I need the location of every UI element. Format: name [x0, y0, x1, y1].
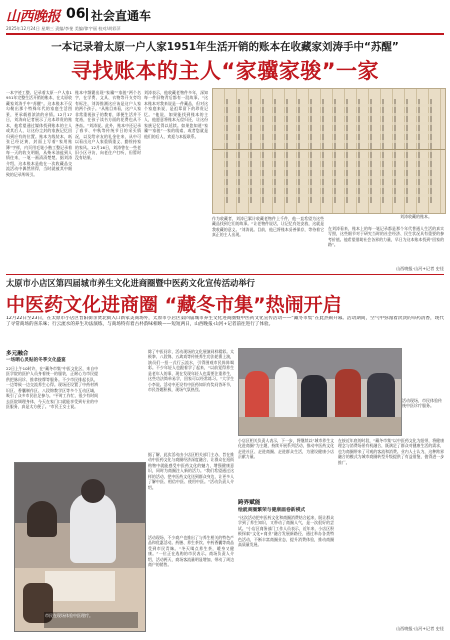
article1-col4: 作为收藏者，刘涛已累计收藏老物件上千件，他一直希望为这些藏品找到它们的故事。“让老物件说话，让记忆有处安放，这就是我收藏的意义。”刘涛说。目前，他已将账本妥善保存，等待着它真正的主人出现。: [212, 216, 324, 238]
article2-kicker: 太原市小店区第四届城市养生文化进商圈暨中医药文化宣传活动举行: [6, 278, 255, 288]
article2-byline: 山西晚报·山河+记者 史佳: [395, 626, 444, 631]
article2-body6: “这次活动把中医药文化和商圈消费结合起来，既让群众学到了养生知识，又带动了商圈人气，是一次很好的尝试。”小店区商务部门工作人员表示，近年来，小店区积极探索“文化+商业”融合发展新路径，通过举办各类特色活动，不断丰富商圈业态，提升消费体验，推动商圈高质量发展。: [238, 515, 334, 548]
dateline: 2025年12月24日 星期三 责编/李斐 美编/律宇丽 校对/胡彩萍: [6, 26, 121, 31]
article1-col3: 刘涛表示，他收藏老物件多年，深知每一件旧物背后都有一段故事。“这本账本对我来说是一件藏品，但对这个家庭来说，是祖辈留下的珍贵记忆。”他说，如果能找到账本的主人，他愿意将账本无偿归还，让这份家族记忆得以延续。如果您知道“家骥”“家骏”一家的线索，或者您就是他们的后人，欢迎与本报联系。: [144, 90, 208, 139]
tcm-photo-caption: 市民在现场体验中医理疗。: [44, 612, 138, 628]
article1-col5: 在刘涛看来，账本上的每一笔记录都是那个年代普通人生活的真实写照，这些细节对于研究当时的社会经济、民生状况具有重要的参考价值。他希望借助社会各界的力量，早日为这本账本找到“回家的路”。: [328, 226, 444, 248]
page-number: 06: [66, 6, 86, 22]
ledger-photo: [212, 88, 446, 214]
newspaper-logo: 山西晚报: [6, 9, 60, 25]
event-photo-caption: 活动现场，市民体验传统中医诊疗服务。: [402, 398, 442, 409]
event-photo: [238, 348, 402, 436]
article2-body2: 除了中医问诊，活动现场的文化展演同样精彩。太极拳、八段锦、五禽戏等传统养生功法轮番上演，演员们一招一式行云流水，引得围观市民阵阵喝彩。不少年轻人也跟着学了起来，“以前觉得养生是老年人的事，现在发现年轻人也需要注重养生，这些功法简单易学，回家可以经常练习。”大学生小李说。活动中还设有中医药知识有奖问答环节，市民答题积极，现场气氛热烈。: [148, 349, 234, 393]
subheading-1-detail: 一场晒心灵贴的冬季文化盛宴: [6, 358, 66, 363]
article1-byline: 山西晚报·山河+记者 史佳: [395, 266, 444, 271]
article2-body5: 小店区相关负责人表示，下一步，将继续以“城市养生文化进商圈”为主题，持续开展系列活动，推动中医药文化走进社区、走进商圈、走进群众生活，为建设健康小店贡献力量。: [238, 438, 334, 460]
page-divider: [86, 8, 88, 21]
article2-headline: 中医药文化进商圈 “藏冬市集”热闹开启: [6, 294, 342, 316]
article2-body7: 在接近年底的时段，“藏冬市集”以中医药文化为纽带，将健康理念与消费场景有机融合，既满足了群众对健康生活的需求，也为商圈带来了可观的客流和消费。业内人士认为，这种跨界融合的模式为城市商圈转型升级提供了有益借鉴，值得进一步推广。: [338, 438, 444, 465]
section-title: 社会直通车: [91, 9, 152, 23]
article1-col2: 账本中频繁出现“家骥”“家骏”两个名字，在学费、文具、衣物等开支旁均有标注，刘涛推测这应该是这户人家的两个孩子。“从账目来看，这户人家非常重视孩子的教育，即便生活并不宽裕，在孩子读书方面的花费也从不吝啬。”刘涛说。此外，账本中还记录了春节、中秋等传统节日的采买情况，以及给亲友的礼金往来，从中可以看出这户人家重情重义、勤俭持家的家风。12月16日，刘涛曾在一些老旧小区寻访，向老住户打听，但暂时没有结果。: [75, 90, 141, 161]
masthead: [6, 6, 444, 24]
article2-lead: 12月22日至23日，在太原市小店区晋阳街亲贤北街入口新家美商场外，太原市小店区第四届城市养生文化进商圈暨中医药文化宣传活动——“藏冬市集”在此热闹开幕。活动期间，空气中弥漫着淡淡的草药清香，现代了寻常商场的喜乐味；行云流水的养生功法演练，与商场特有着古朴韵味相映——短短两日，山西晚报·山河+记者前往进行了体验。: [6, 316, 444, 328]
subheading-2: 跨界赋能: [238, 500, 261, 506]
article2-body4: 活动现场，不少商户也推出了与养生相关的特色产品和优惠活动。药膳、养生茶饮、中药香囊等商品受到市民青睐。“冬天喝点养生茶，暖身又健康。”一位正在选购的市民表示。商场负责人介绍，活动两天，商场客流量明显增加，带动了周边商户的销售。: [148, 535, 234, 568]
article1-headline: 寻找账本的主人“家骥家骏”一家: [70, 59, 380, 83]
subheading-1: 多元融合: [6, 351, 29, 357]
subheading-2-detail: 绘就商圈繁荣与健康画卷新模式: [238, 508, 306, 513]
article1-kicker: 一本记录着太原一户人家1951年生活开销的账本在收藏家刘涛手中“苏醒”: [51, 41, 399, 53]
header-rule: [6, 33, 444, 35]
article2-body1: 22日上午10时许，在“藏冬市集”中医文化区，来自中医学院的医护人员身着统一的服装，正耐心为市民提供把脉问诊、推拿按摩等服务。不少市民排起长队，一边等候一边交流养生心得。现场还设置了中药材辨识区、香囊制作区、八段锦教学区等多个互动区域，吸引了众多市民驻足参与。“平时工作忙，很少有时间去医院调理身体，今天在家门口就能享受到专业的中医服务，真是太方便了。”市民王女士说。: [6, 366, 98, 410]
ledger-photo-caption: 刘涛收藏的账本。: [400, 214, 432, 219]
article1-col1: 一本字迹工整、记录着太原一户人家1951年完整生活开销的账本，在太原收藏家刘涛手中“苏醒”。这本账本不仅勾勒出那个特殊年代的家庭生活图景，更承载着浓浓的亲情。12月17日，刘涛向记者展示了这本珍贵的账本，他希望通过媒体找到账本的主人或其后人，让这份尘封的家族记忆回归到应有的位置。账本为线装本，纸张已经泛黄，封面上写着“家用账簿”字样，内页用毛笔小楷工整记录着每一天的收支明细，从柴米油盐到人情往来，一笔一画清清楚楚。据刘涛介绍，这本账本是他在一次收藏品交流活动中偶然所得，当时就被其中细致的记录所吸引。: [6, 90, 72, 177]
article2-body3: 据了解，此次活动由小店区相关部门主办，旨在推动中医药文化与商圈经济深度融合，让群众在逛街购物中就能感受中医药文化的魅力，增强健康意识，同时为商圈注入新的活力。“我们希望通过这样的活动，把中医药文化送到群众身边，让更多人了解中医、相信中医、使用中医。”活动负责人介绍。: [148, 452, 234, 490]
tcm-photo: [14, 462, 146, 632]
section-divider: [6, 274, 444, 275]
